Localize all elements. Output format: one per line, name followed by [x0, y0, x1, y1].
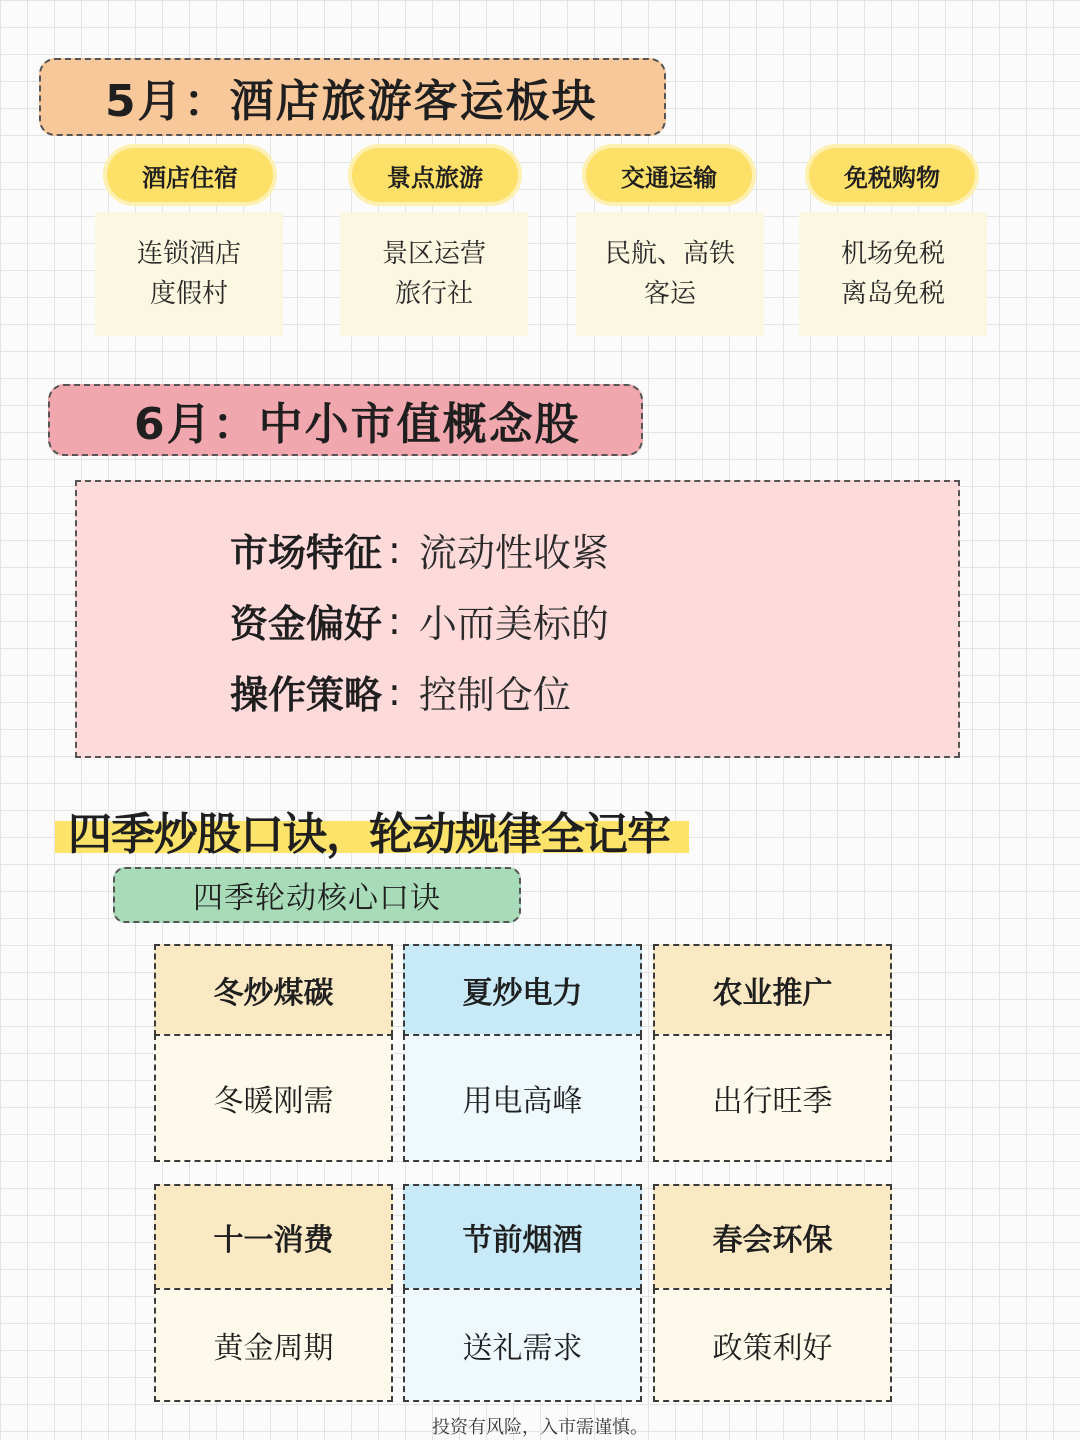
card-line: 机场免税 [840, 239, 945, 269]
card-line: 连锁酒店 [136, 239, 241, 269]
category-pill-hotel: 酒店住宿 [107, 148, 273, 202]
feature-value: 小而美标的 [418, 602, 609, 646]
category-card-tourism [340, 212, 528, 336]
category-card-transport [576, 212, 764, 336]
grid-cell-head: 节前烟酒 [403, 1184, 642, 1290]
card-line: 度假村 [149, 279, 228, 309]
card-line: 客运 [643, 279, 696, 309]
grid-cell-body: 送礼需求 [403, 1288, 642, 1402]
grid-cell-body: 冬暖刚需 [154, 1034, 393, 1162]
card-line: 景区运营 [381, 239, 486, 269]
may-section-title: 5月：酒店旅游客运板块 [105, 76, 598, 127]
june-section-banner [48, 384, 643, 456]
grid-cell-head: 夏炒电力 [403, 944, 642, 1036]
seasons-label: 四季轮动核心口诀 [113, 867, 521, 923]
category-pill-tourism: 景点旅游 [352, 148, 518, 202]
grid-cell-head: 冬炒煤碳 [154, 944, 393, 1036]
feature-key: 市场特征 [230, 531, 383, 575]
seasons-heading: 四季炒股口诀，轮动规律全记牢 [68, 809, 670, 860]
category-card-dutyfree [799, 212, 987, 336]
card-line: 离岛免税 [840, 279, 945, 309]
feature-key: 资金偏好 [230, 602, 383, 646]
feature-separator: : [388, 669, 401, 714]
risk-disclaimer: 投资有风险，入市需谨慎。 [432, 1417, 648, 1438]
grid-cell-head: 十一消费 [154, 1184, 393, 1290]
grid-cell-body: 出行旺季 [653, 1034, 892, 1162]
feature-separator: : [388, 598, 401, 643]
category-pill-transport: 交通运输 [586, 148, 752, 202]
feature-row-capital [230, 593, 609, 648]
card-line: 民航、高铁 [604, 239, 735, 269]
category-card-hotel [95, 212, 283, 336]
feature-row-market [230, 522, 609, 577]
category-pill-dutyfree: 免税购物 [809, 148, 975, 202]
june-section-title: 6月：中小市值概念股 [134, 399, 581, 450]
feature-separator: : [388, 527, 401, 572]
feature-row-strategy [230, 664, 571, 719]
grid-cell-body: 黄金周期 [154, 1288, 393, 1402]
grid-cell-body: 用电高峰 [403, 1034, 642, 1162]
feature-value: 控制仓位 [418, 673, 571, 717]
grid-cell-body: 政策利好 [653, 1288, 892, 1402]
may-section-banner [39, 58, 666, 136]
feature-value: 流动性收紧 [418, 531, 609, 575]
card-line: 旅行社 [394, 279, 473, 309]
feature-key: 操作策略 [230, 673, 383, 717]
grid-cell-head: 农业推广 [653, 944, 892, 1036]
grid-cell-head: 春会环保 [653, 1184, 892, 1290]
